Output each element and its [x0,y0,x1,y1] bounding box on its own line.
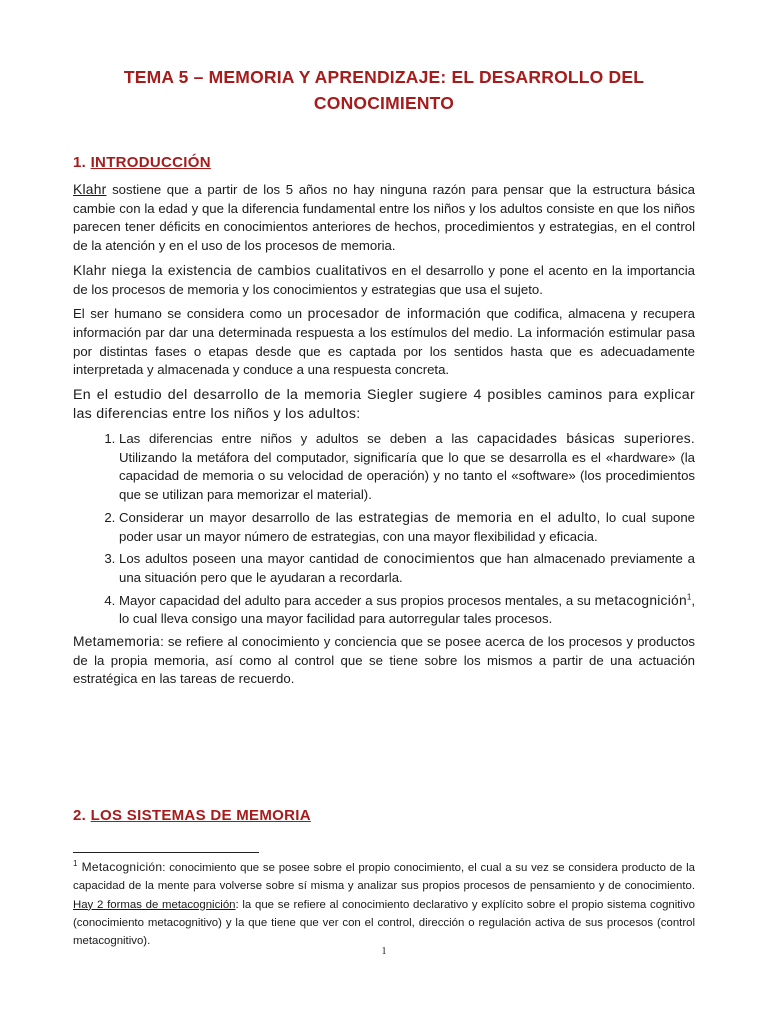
title-line-2: CONOCIMIENTO [313,93,455,113]
list-text: Las diferencias entre niños y adultos se deben a las [119,431,477,447]
title-line-1: TEMA 5 – MEMORIA Y APRENDIZAJE: EL DESARROLLO DEL [123,67,645,87]
footnote-text: : la que se refiere al conocimiento declarativo y explícito sobre el propio sistema cognitivo (conocimiento metacognitivo) y la que tiene que ver con el control, dirección o regulación activa de sus procesos (control metacognitivo). [73,898,695,948]
paragraph-procesador [73,305,695,380]
footnote-ref[interactable]: 1 [686,592,692,602]
paragraph-siegler: En el estudio del desarrollo de la memoria Siegler sugiere 4 posibles caminos para explicar las diferencias entre los niños y los adultos: [73,387,695,423]
list-text: que han almacenado previamente a una situación pero que le ayudaran a recordarla. [119,551,696,585]
page-title [73,64,695,116]
siegler-list [73,430,695,629]
section-label: INTRODUCCIÓN [90,154,211,171]
paragraph-klahr-1 [73,181,695,256]
emphasis-text: Metamemoria [73,634,161,650]
section-heading-sistemas [73,807,311,824]
paragraph-text: en el desarrollo y pone el acento en la importancia de los procesos de memoria y los conocimientos y estrategias que usa el sujeto. [73,262,695,297]
paragraph-text: sostiene que a partir de los 5 años no hay ninguna razón para pensar que la estructura básica cambie con la edad y que la diferencia fundamental entre los niños y los adultos consiste en que los niños parecen tener déficits en conocimientos anteriores de hechos, procedimientos y estrategias, en el control de la atención y en el uso de los procesos de memoria. [73,182,695,254]
paragraph-text: que codifica, almacena y recupera información par dar una determinada respuesta a los estímulos del medio. La información estimular pasa por distintas fases o etapas desde que es captada por los sentidos hasta que es adecuadamente interpretada y almacenada y conduce a una respuesta concreta. [73,306,695,378]
paragraph-klahr-2 [73,262,695,299]
emphasis-text: conocimientos [383,551,475,567]
paragraph-metamemoria [73,633,695,689]
emphasis-text: capacidades básicas superiores. [476,431,696,447]
emphasis-text: Metacognición [77,860,163,874]
section-number: 1. [73,154,87,171]
section-heading-introduccion [73,154,211,171]
section-label: LOS SISTEMAS DE MEMORIA [90,807,311,824]
emphasis-text: Klahr niega la existencia de cambios cualitativos [73,262,388,278]
footnote [73,858,695,950]
klahr-link[interactable]: Klahr [73,182,107,197]
footnote-text: : conocimiento que se posee sobre el propio conocimiento, el cual a su vez se considera producto de la capacidad de la mente para volverse sobre sí misma y analizar sus propios procesos de pensamiento y de conocimiento. [73,862,695,893]
list-item [119,430,695,505]
body-text [73,181,695,695]
footnote-link[interactable]: Hay 2 formas de metacognición [73,898,236,911]
emphasis-text: procesador de información [307,306,482,322]
paragraph-text: : se refiere al conocimiento y conciencia que se posee acerca de los procesos y productos de la propia memoria, así como al control que se tiene sobre los mismos a partir de una actuación estratégica en las tareas de recuerdo. [73,634,695,687]
list-text: , lo cual lleva consigo una mayor facilidad para autorregular tales procesos. [119,592,695,627]
footnote-mark: 1 [73,859,78,869]
list-text: Los adultos poseen una mayor cantidad de [119,551,384,567]
emphasis-text: estrategias de memoria en el adulto [358,509,597,525]
section-number: 2. [73,807,87,824]
list-text: Considerar un mayor desarrollo de las [119,509,359,525]
list-text: Mayor capacidad del adulto para acceder a sus propios procesos mentales, a su [119,592,595,608]
list-text: Utilizando la metáfora del computador, significaría que lo que se desarrolla es el «hardware» (la capacidad de memoria o su velocidad de operación) y no tanto el «software» (los procedimientos que se utilizan para memorizar el material). [119,449,695,503]
paragraph-text: El ser humano se considera como un [73,306,308,322]
list-item [119,592,695,629]
footnote-divider [73,852,259,853]
list-item [119,550,695,587]
list-text: , lo cual supone poder usar un mayor número de estrategias, con una mayor flexibilidad y eficacia. [119,509,695,544]
emphasis-text: metacognición [594,592,687,608]
list-item [119,509,695,546]
page-number: 1 [381,946,387,957]
